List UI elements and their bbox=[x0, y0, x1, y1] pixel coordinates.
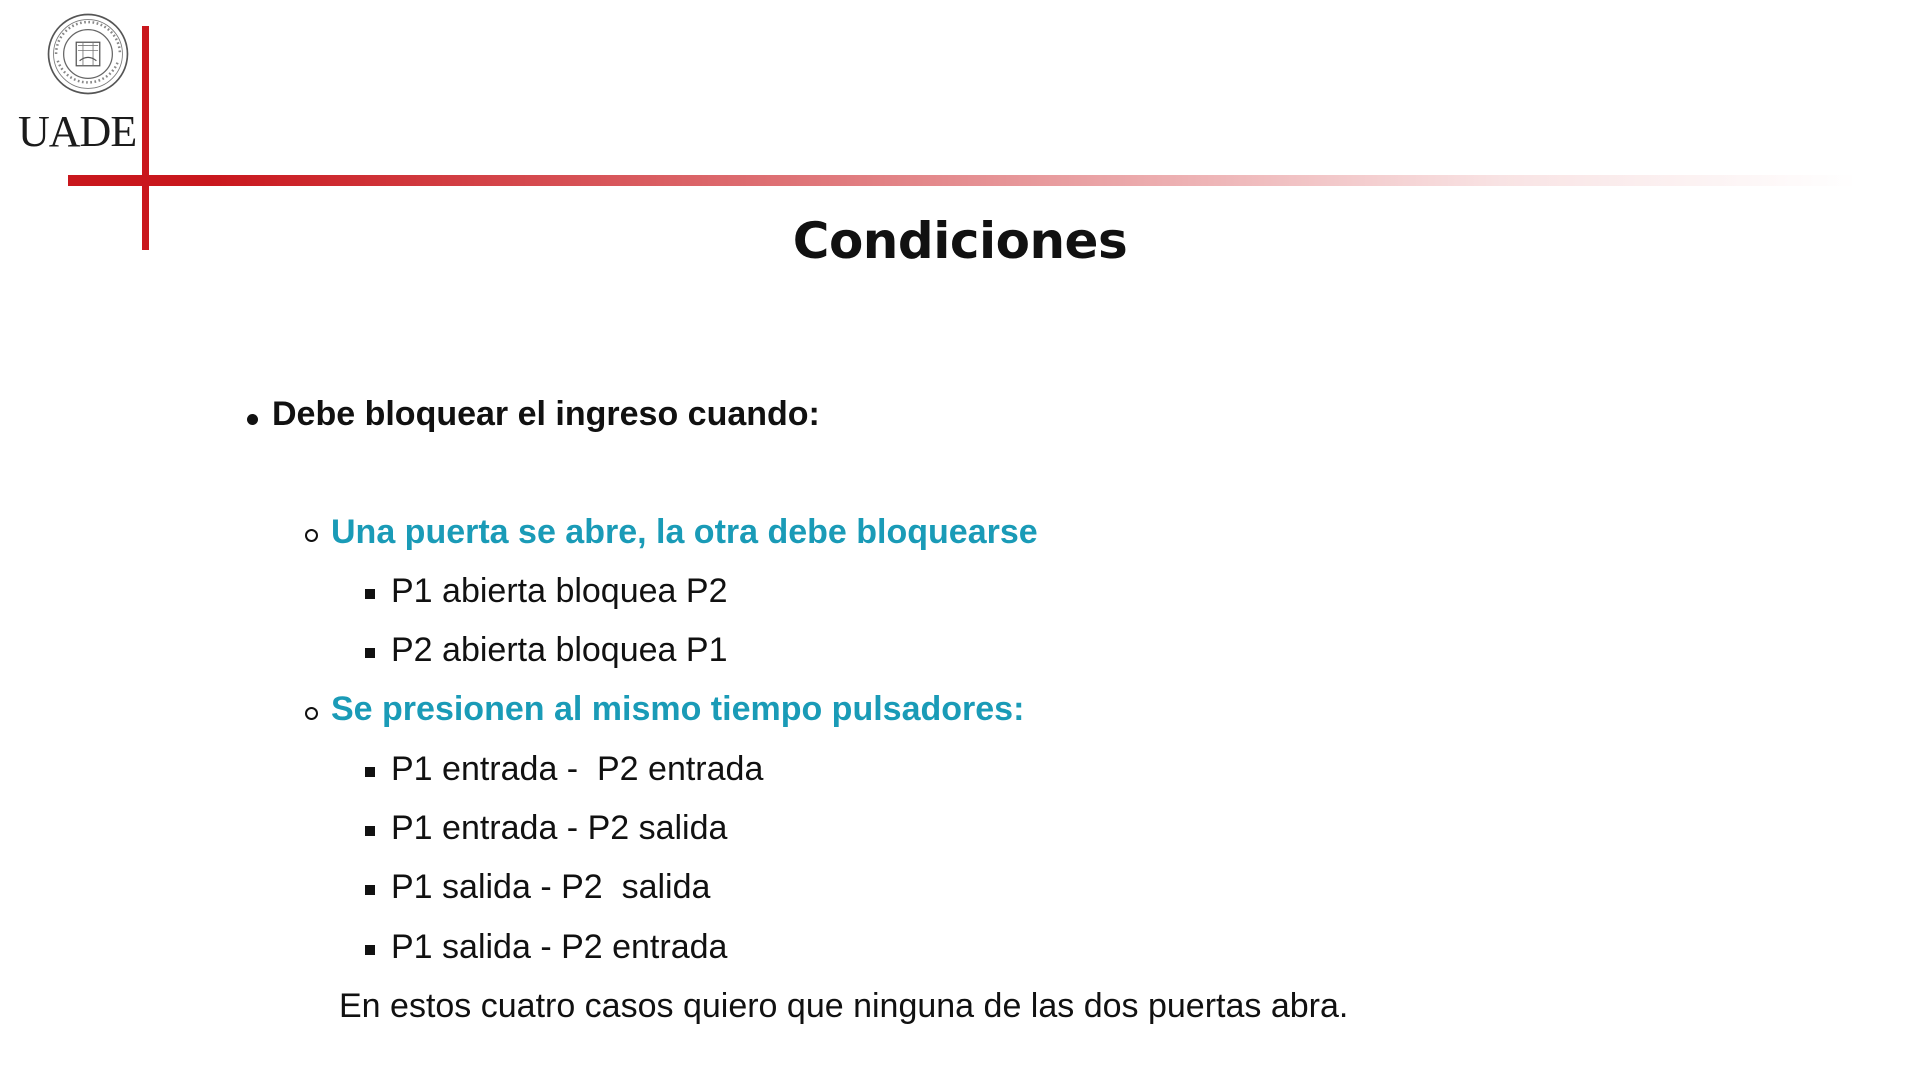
bullet-level1: Debe bloquear el ingreso cuando: bbox=[272, 395, 820, 433]
group2-item: P1 entrada - P2 salida bbox=[391, 809, 728, 847]
slide-title: Condiciones bbox=[792, 212, 1128, 270]
uade-logo bbox=[14, 10, 137, 156]
bullet-square-icon bbox=[365, 589, 375, 599]
bullet-square-icon bbox=[365, 945, 375, 955]
bullet-ring-icon bbox=[305, 707, 318, 720]
red-horizontal-rule bbox=[68, 175, 1858, 186]
bullet-square-icon bbox=[365, 885, 375, 895]
group1-heading: Una puerta se abre, la otra debe bloquearse bbox=[331, 513, 1038, 551]
bullet-dot-icon bbox=[247, 414, 258, 425]
group2-item: P1 entrada - P2 entrada bbox=[391, 750, 764, 788]
bullet-square-icon bbox=[365, 767, 375, 777]
bullet-square-icon bbox=[365, 826, 375, 836]
group2-item: P1 salida - P2 salida bbox=[391, 868, 711, 906]
group2-item: P1 salida - P2 entrada bbox=[391, 928, 728, 966]
logo-wordmark: UADE bbox=[18, 107, 137, 156]
bullet-square-icon bbox=[365, 648, 375, 658]
closing-note: En estos cuatro casos quiero que ninguna de las dos puertas abra. bbox=[339, 987, 1349, 1025]
group2-heading: Se presionen al mismo tiempo pulsadores: bbox=[331, 690, 1025, 728]
group1-item: P2 abierta bloquea P1 bbox=[391, 631, 728, 669]
bullet-ring-icon bbox=[305, 529, 318, 542]
university-seal-icon bbox=[46, 12, 130, 96]
group1-item: P1 abierta bloquea P2 bbox=[391, 572, 728, 610]
